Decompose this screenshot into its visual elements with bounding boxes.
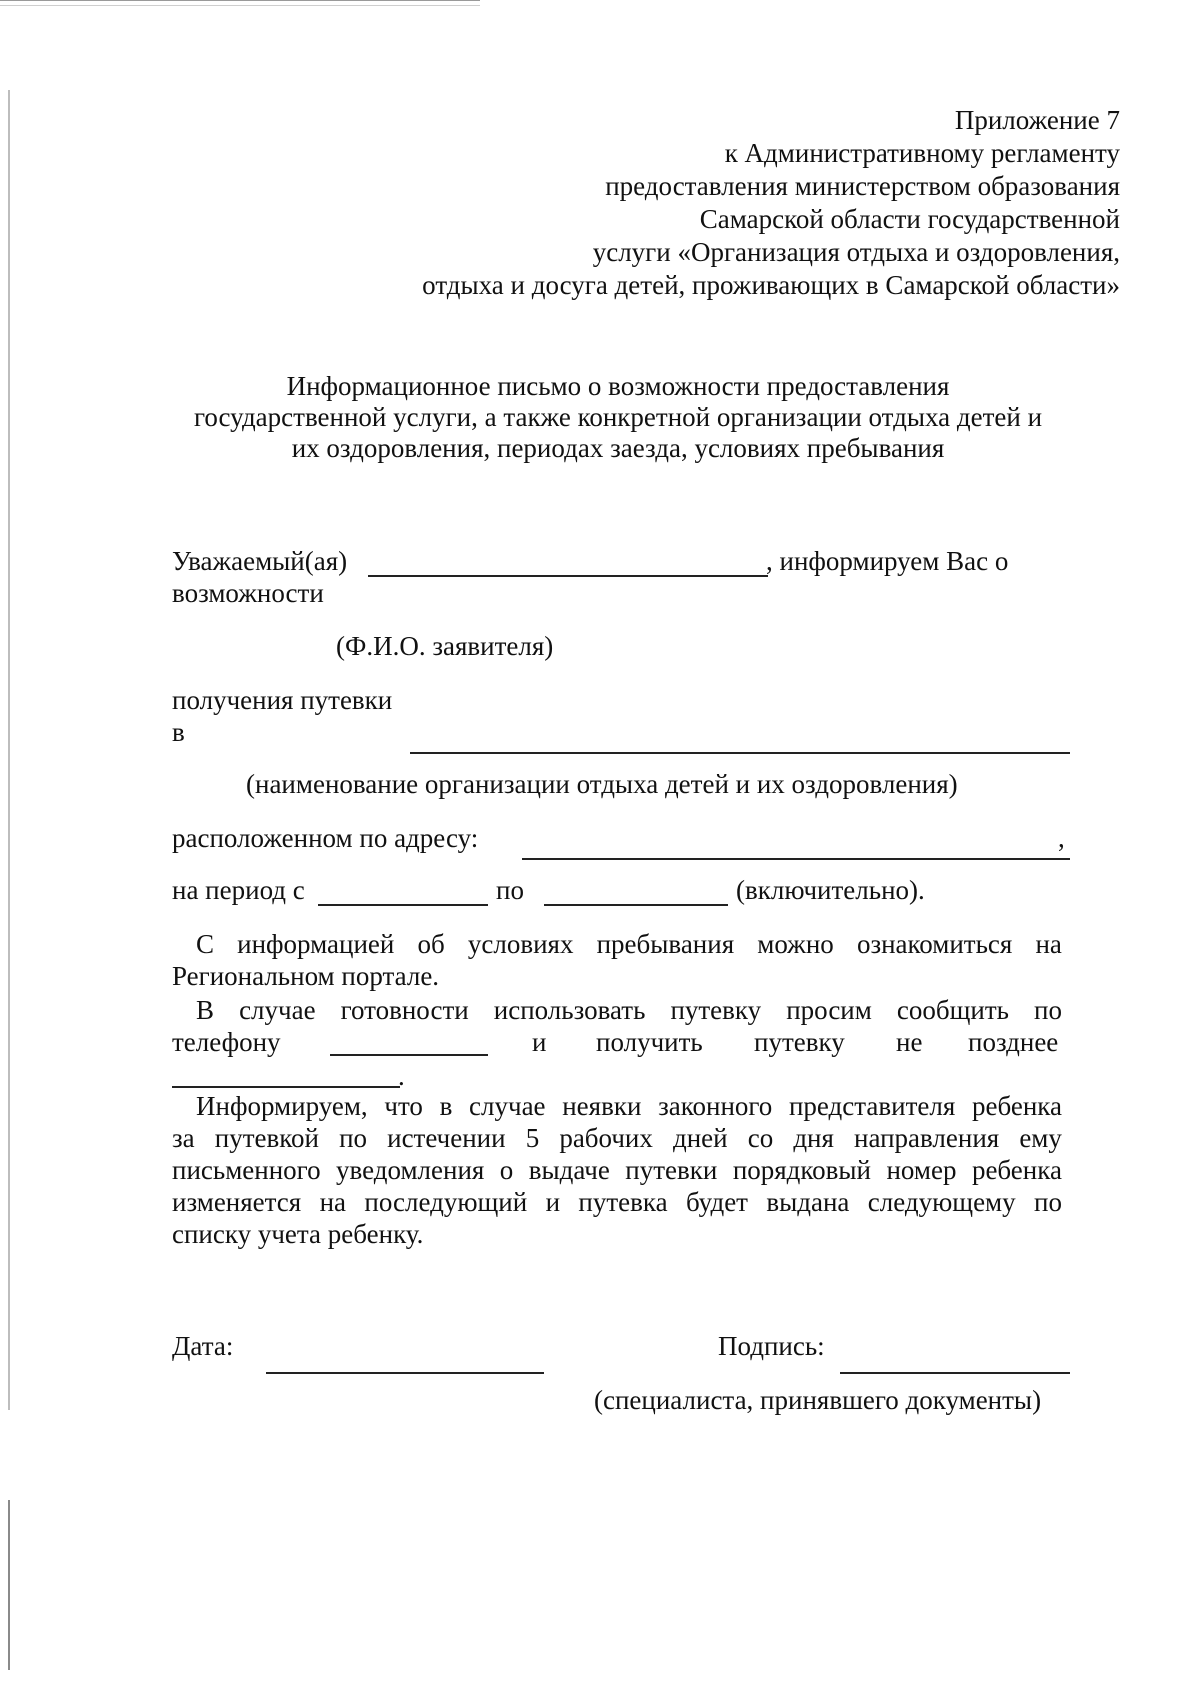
- period-start-blank[interactable]: [318, 904, 488, 906]
- greeting-prefix: Уважаемый(ая): [172, 546, 348, 576]
- title-line: государственной услуги, а также конкретной организации отдыха детей и: [193, 402, 1043, 432]
- signature-caption: (специалиста, принявшего документы): [594, 1385, 1042, 1415]
- period-end-blank[interactable]: [544, 904, 728, 906]
- header-line: услуги «Организация отдыха и оздоровления,: [592, 237, 1120, 267]
- receive-word: получить: [596, 1027, 703, 1057]
- applicant-name-blank[interactable]: [368, 575, 768, 577]
- conditions-paragraph: [196, 928, 1062, 960]
- not-word: не: [896, 1027, 923, 1057]
- scan-border-top: [0, 0, 480, 1]
- address-comma: ,: [1058, 823, 1065, 853]
- header-line: Самарской области государственной: [699, 204, 1120, 234]
- title-line: Информационное письмо о возможности предоставления: [286, 371, 950, 401]
- deadline-blank[interactable]: [172, 1086, 400, 1088]
- signature-label: Подпись:: [718, 1331, 825, 1361]
- document-title: [0, 370, 1200, 463]
- scan-border-left-dark: [8, 1500, 10, 1670]
- phone-label: телефону: [172, 1027, 281, 1057]
- voucher-line: получения путевки: [172, 685, 393, 715]
- phone-blank[interactable]: [330, 1054, 488, 1056]
- voucher-word: путевку: [754, 1027, 845, 1057]
- scan-border-top-faint: [0, 5, 480, 6]
- signature-blank[interactable]: [840, 1372, 1070, 1374]
- organization-name-blank[interactable]: [410, 752, 1070, 754]
- inform-line-2: за путевкой по истечении 5 рабочих дней со дня направления ему: [172, 1123, 1062, 1153]
- address-label: расположенном по адресу:: [172, 823, 479, 853]
- inform-line-3: письменного уведомления о выдаче путевки порядковый номер ребенка: [172, 1155, 1062, 1185]
- inform-line-1: Информируем, что в случае неявки законного представителя ребенка: [196, 1091, 1062, 1121]
- and-word: и: [532, 1027, 547, 1057]
- period-to-label: по: [496, 875, 524, 905]
- later-word: позднее: [968, 1027, 1059, 1057]
- voucher-preposition: в: [172, 717, 185, 747]
- greeting-continuation: возможности: [172, 578, 324, 608]
- organization-caption: (наименование организации отдыха детей и их оздоровления): [246, 769, 958, 799]
- date-label: Дата:: [172, 1331, 234, 1361]
- header-line: предоставления министерством образования: [605, 171, 1120, 201]
- inform-paragraph-body: [172, 1122, 1062, 1250]
- inform-line-4: изменяется на последующий и путевка будет выдана следующему по: [172, 1187, 1062, 1217]
- conditions-line-2: Региональном портале.: [172, 961, 440, 991]
- title-line: их оздоровления, периодах заезда, условиях пребывания: [291, 433, 945, 463]
- ready-paragraph: [196, 994, 1062, 1026]
- period-inclusive: (включительно).: [736, 875, 925, 905]
- inform-paragraph: [196, 1090, 1062, 1122]
- header-line: к Административному регламенту: [724, 138, 1120, 168]
- greeting-suffix: , информируем Вас о: [766, 546, 1009, 576]
- address-blank[interactable]: [522, 858, 1070, 860]
- appendix-header: [220, 104, 1120, 302]
- scan-border-left: [8, 90, 10, 1410]
- ready-line-1: В случае готовности использовать путевку просим сообщить по: [196, 995, 1062, 1025]
- header-line: отдыха и досуга детей, проживающих в Самарской области»: [422, 270, 1120, 300]
- conditions-line-1: С информацией об условиях пребывания можно ознакомиться на: [196, 929, 1062, 959]
- deadline-dot: .: [398, 1061, 405, 1091]
- period-from-label: на период с: [172, 875, 305, 905]
- date-blank[interactable]: [266, 1372, 544, 1374]
- applicant-name-caption: (Ф.И.О. заявителя): [336, 631, 554, 661]
- header-line: Приложение 7: [954, 105, 1120, 135]
- inform-line-5: списку учета ребенку.: [172, 1219, 424, 1249]
